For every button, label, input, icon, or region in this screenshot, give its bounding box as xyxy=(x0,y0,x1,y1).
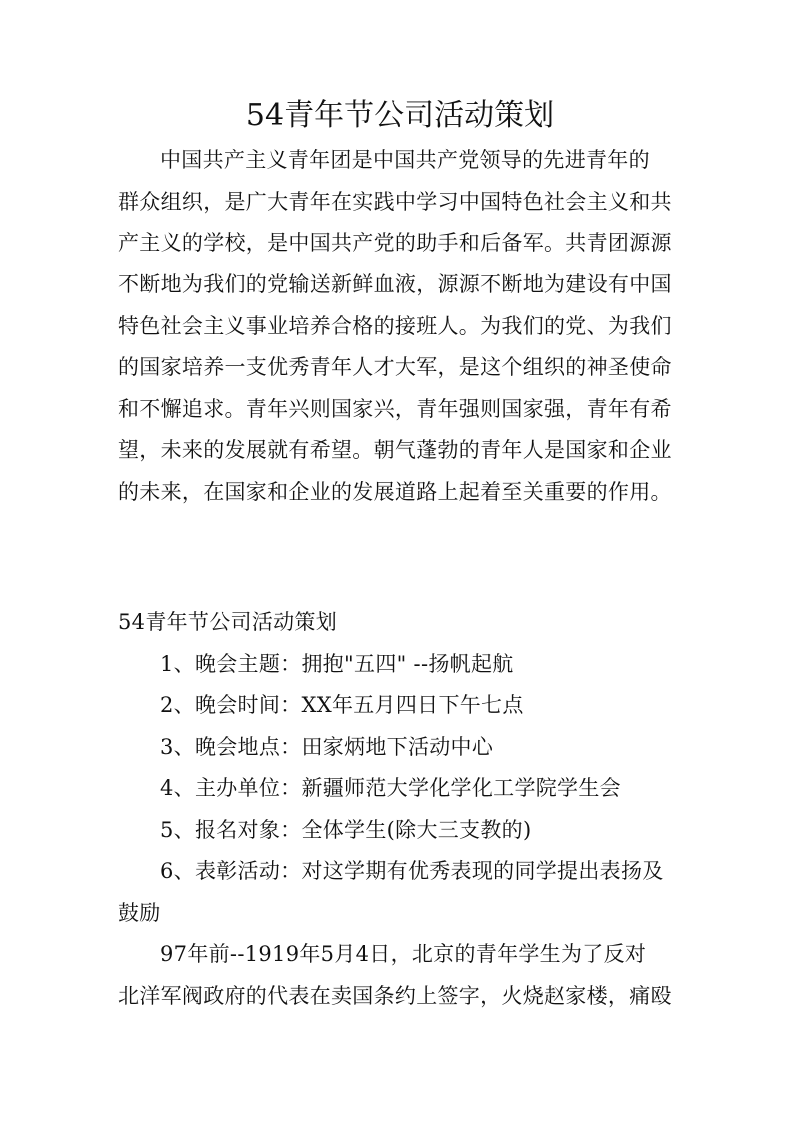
paragraph-line: 97年前--1919年5月4日，北京的青年学生为了反对 xyxy=(160,942,647,966)
document-title: 54青年节公司活动策划 xyxy=(245,98,555,133)
paragraph-line: 特色社会主义事业培养合格的接班人。为我们的党、为我们 xyxy=(118,314,672,338)
paragraph-line: 产主义的学校，是中国共产党的助手和后备军。共青团源源 xyxy=(118,231,672,255)
list-item: 2、晚会时间：XX年五月四日下午七点 xyxy=(160,693,524,717)
list-item-continuation: 鼓励 xyxy=(118,901,161,925)
list-item: 6、表彰活动：对这学期有优秀表现的同学提出表扬及 xyxy=(160,859,664,883)
paragraph-line: 不断地为我们的党输送新鲜血液，源源不断地为建设有中国 xyxy=(118,272,672,296)
list-item: 5、报名对象：全体学生(除大三支教的) xyxy=(160,818,532,842)
list-item: 4、主办单位：新疆师范大学化学化工学院学生会 xyxy=(160,776,621,800)
paragraph-line: 中国共产主义青年团是中国共产党领导的先进青年的 xyxy=(160,148,650,172)
paragraph-line: 群众组织，是广大青年在实践中学习中国特色社会主义和共 xyxy=(118,190,672,214)
paragraph-line: 北洋军阀政府的代表在卖国条约上签字，火烧赵家楼，痛殴 xyxy=(118,984,672,1008)
paragraph-line: 和不懈追求。青年兴则国家兴，青年强则国家强，青年有希 xyxy=(118,397,672,421)
list-item: 3、晚会地点：田家炳地下活动中心 xyxy=(160,735,494,759)
paragraph-line: 望，未来的发展就有希望。朝气蓬勃的青年人是国家和企业 xyxy=(118,438,672,462)
paragraph-line: 的国家培养一支优秀青年人才大军，是这个组织的神圣使命 xyxy=(118,355,672,379)
list-item: 1、晚会主题：拥抱"五四" --扬帆起航 xyxy=(160,652,514,676)
section-heading: 54青年节公司活动策划 xyxy=(118,610,338,634)
paragraph-line: 的未来，在国家和企业的发展道路上起着至关重要的作用。 xyxy=(118,480,672,504)
